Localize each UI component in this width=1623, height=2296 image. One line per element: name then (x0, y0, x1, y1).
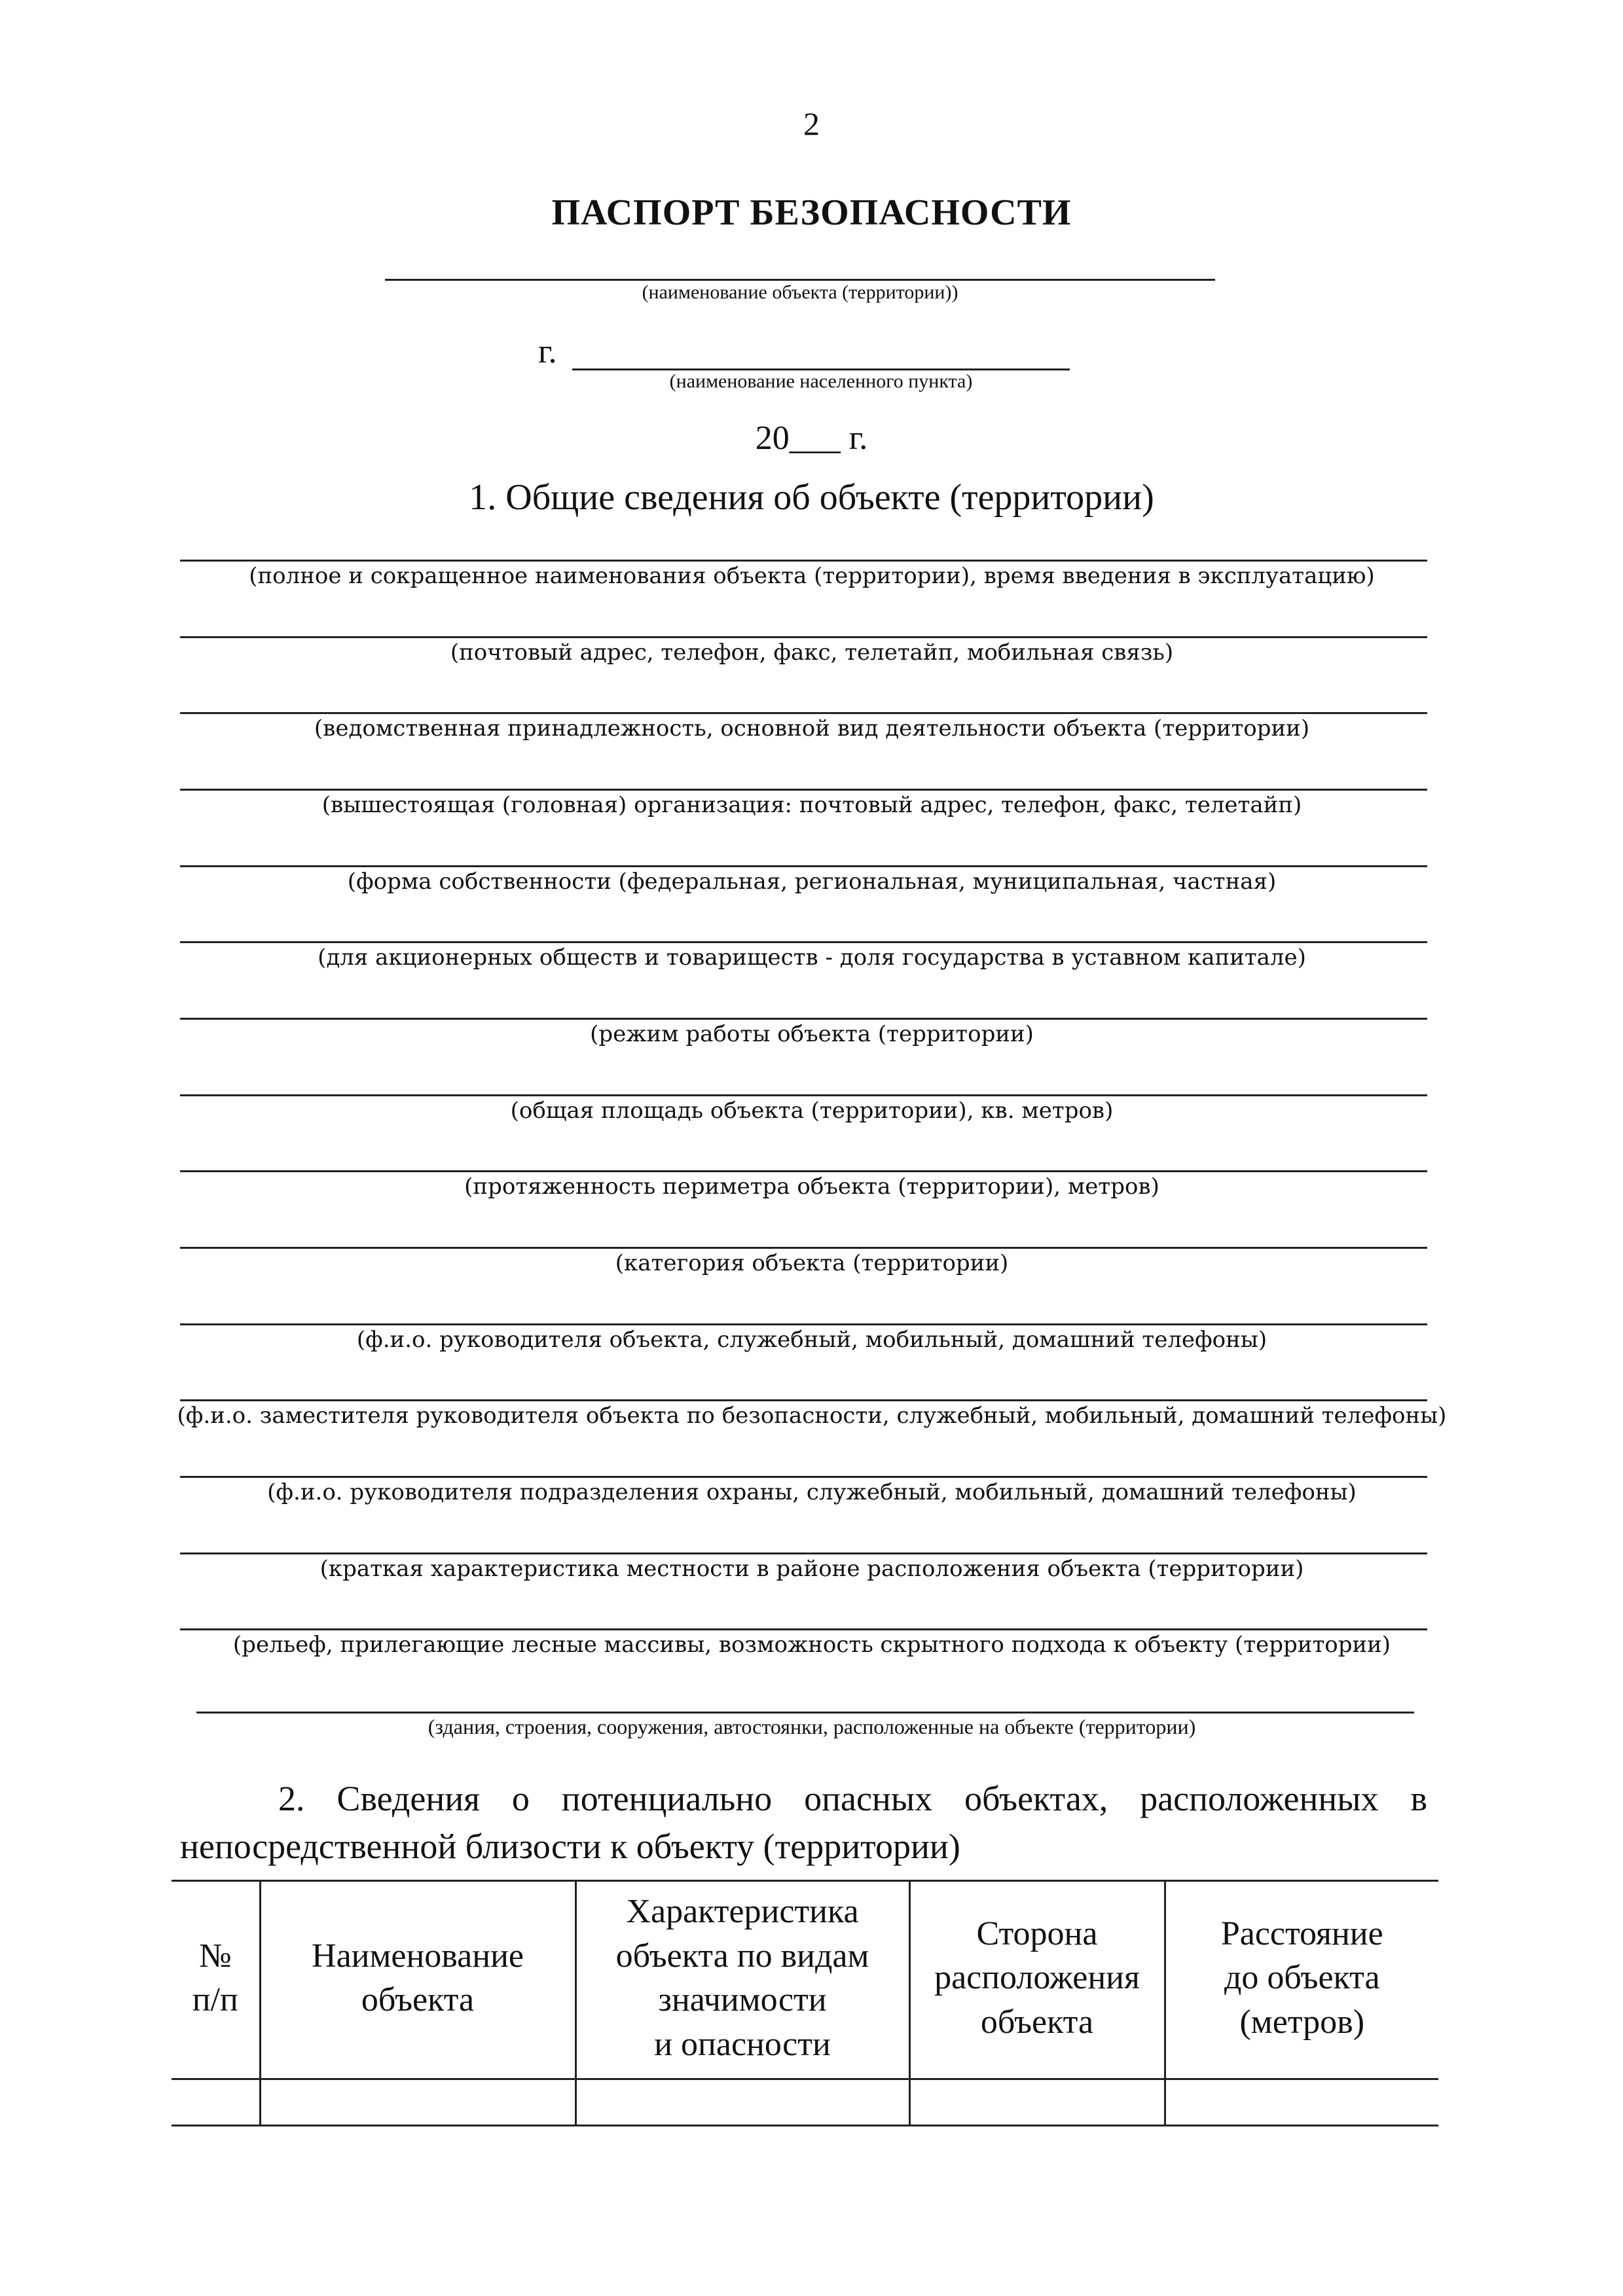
field-line (180, 560, 1427, 562)
field-line (180, 1247, 1427, 1249)
field-line (180, 636, 1427, 638)
section1-heading: 1. Общие сведения об объекте (территории) (469, 477, 1154, 518)
field-caption: (режим работы объекта (территории) (590, 1021, 1034, 1047)
city-caption: (наименование населенного пункта) (669, 370, 973, 392)
field-caption: (краткая характеристика местности в районе расположения объекта (территории) (319, 1556, 1304, 1582)
field-line (180, 1628, 1427, 1630)
page-number: 2 (803, 105, 820, 142)
table-cell (172, 2079, 260, 2126)
field-caption: (здания, строения, сооружения, автостоянки, расположенные на объекте (территории) (428, 1715, 1196, 1738)
column-header-name: Наименование объекта (260, 1881, 575, 2079)
column-header-distance: Расстояние до объекта (метров) (1165, 1881, 1438, 2079)
field-line (180, 712, 1427, 714)
field-caption: (полное и сокращенное наименования объекта (территории), время введения в эксплуатацию) (249, 563, 1375, 589)
field-caption: (рельеф, прилегающие лесные массивы, возможность скрытного подхода к объекту (территории) (232, 1632, 1391, 1658)
field-line (180, 1552, 1427, 1554)
field-line (180, 865, 1427, 867)
field-line (180, 941, 1427, 943)
field-caption: (протяженность периметра объекта (территории), метров) (464, 1174, 1159, 1200)
object-name-caption: (наименование объекта (территории)) (642, 281, 958, 303)
column-header-side: Сторона расположения объекта (909, 1881, 1165, 2079)
table-header-row (172, 1881, 1438, 2079)
field-line (180, 789, 1427, 791)
field-line (180, 1018, 1427, 1020)
field-caption: (почтовый адрес, телефон, факс, телетайп, мобильная связь) (450, 639, 1174, 666)
field-caption: (ф.и.о. руководителя объекта, служебный, мобильный, домашний телефоны) (356, 1327, 1267, 1353)
table-cell (575, 2079, 909, 2126)
field-caption: (ведомственная принадлежность, основной вид деятельности объекта (территории) (314, 715, 1310, 742)
table-cell (909, 2079, 1165, 2126)
city-prefix: г. (538, 333, 557, 370)
table-cell (260, 2079, 575, 2126)
field-caption: (общая площадь объекта (территории), кв. метров) (510, 1098, 1114, 1124)
field-caption: (для акционерных обществ и товариществ - доля государства в уставном капитале) (318, 944, 1306, 971)
field-line (180, 1094, 1427, 1096)
field-line (180, 1170, 1427, 1172)
field-line (180, 1399, 1427, 1401)
field-caption: (форма собственности (федеральная, региональная, муниципальная, частная) (347, 869, 1277, 895)
section2-heading: 2. Сведения о потенциально опасных объектах, расположенных в непосредственной близости к объекту (территории) (180, 1779, 1427, 1866)
year-line: 20___ г. (755, 420, 868, 457)
column-header-characteristics: Характеристика объекта по видам значимости и опасности (575, 1881, 909, 2079)
field-line (180, 1323, 1427, 1325)
field-caption: (категория объекта (территории) (615, 1250, 1009, 1276)
object-name-line (385, 279, 1215, 281)
table-cell (1165, 2079, 1438, 2126)
table-row (172, 2079, 1438, 2126)
field-caption: (ф.и.о. руководителя подразделения охраны, служебный, мобильный, домашний телефоны) (267, 1479, 1357, 1505)
field-caption: (вышестоящая (головная) организация: почтовый адрес, телефон, факс, телетайп) (321, 792, 1302, 818)
column-header-number: № п/п (192, 1937, 238, 2019)
field-line (196, 1712, 1414, 1713)
field-caption: (ф.и.о. заместителя руководителя объекта по безопасности, служебный, мобильный, домашний телефоны) (177, 1403, 1447, 1429)
hazardous-objects-table (172, 1880, 1438, 2126)
document-title: ПАСПОРТ БЕЗОПАСНОСТИ (551, 192, 1072, 233)
field-line (180, 1476, 1427, 1478)
